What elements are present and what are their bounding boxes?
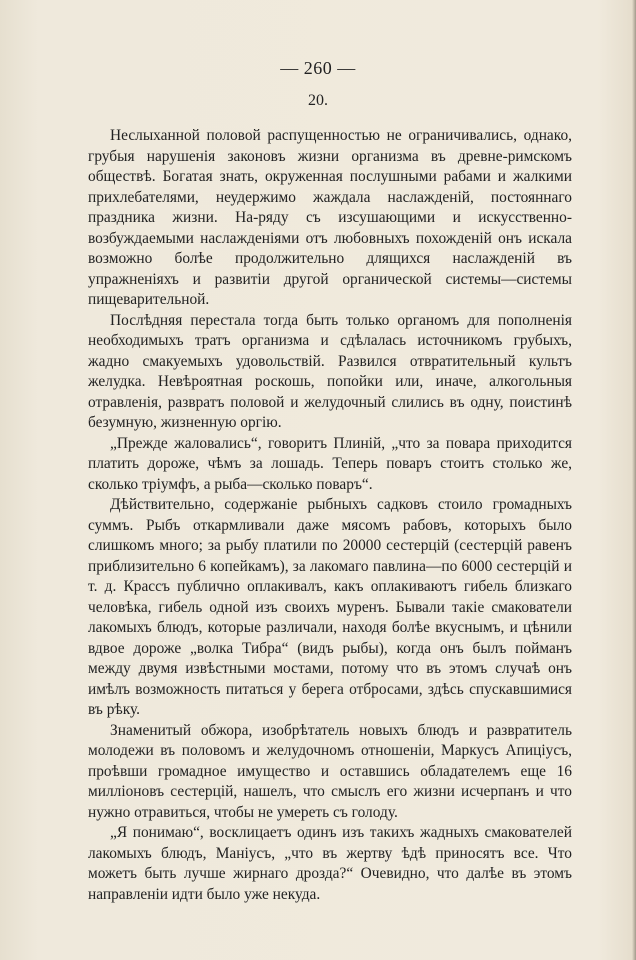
page-number: — 260 — [280, 58, 356, 78]
paragraph: „Прежде жаловались“, говоритъ Плиній, „что за повара приходится платить дороже, чѣмъ за лошадь. Теперь поваръ стоитъ столько же, сколько тріумфъ, а рыба—сколько поваръ“. [88, 434, 572, 493]
section-number: 20. [308, 92, 328, 109]
paragraph: Дѣйствительно, содержаніе рыбныхъ садковъ стоило громадныхъ суммъ. Рыбъ откармливали даже мясомъ рабовъ, которыхъ было слишкомъ много; за рыбу платили по 20000 сестерцій (сестерцій равенъ приблизительно 6 копейкамъ), за лакомаго павлина—по 6000 сестерцій и т. д. Крассъ публично оплакивалъ, какъ оплакиваютъ гибель близкаго человѣка, гибель одной изъ своихъ муренъ. Бывали такіе смакователи лакомыхъ блюдъ, которые различали, находя болѣе вкуснымъ, и цѣнили вдвое дороже „волка Тибра“ (видъ рыбы), когда онъ былъ пойманъ между двумя извѣстными мостами, потому что въ этомъ случаѣ онъ имѣлъ возможность питаться у берега отбросами, здѣсь спускавшимися въ рѣку. [88, 496, 572, 718]
body-text [88, 126, 572, 905]
paragraph: Послѣдняя перестала тогда быть только органомъ для пополненія необходимыхъ тратъ организма и сдѣлалась источникомъ грубыхъ, жадно смакуемыхъ удовольствій. Развился отвратительный культъ желудка. Невѣроятная роскошь, попойки или, иначе, алкогольныя отравленія, развратъ половой и желудочный слились въ одну, поистинѣ безумную, жизненную оргію. [88, 311, 572, 431]
paragraph: „Я понимаю“, восклицаетъ одинъ изъ такихъ жадныхъ смакователей лакомыхъ блюдъ, Маніусъ, „что въ жертву ѣдѣ приносятъ все. Что можетъ быть лучше жирнаго дрозда?“ Очевидно, что далѣе въ этомъ направленіи идти было уже некуда. [88, 824, 572, 903]
page-edge-shadow [632, 0, 636, 960]
paragraph: Знаменитый обжора, изобрѣтатель новыхъ блюдъ и развратитель молодежи въ половомъ и желудочномъ отношеніи, Маркусъ Апиціусъ, проѣвши громадное имущество и оставшись обладателемъ еще 16 милліоновъ сестерцій, нашелъ, что смыслъ его жизни исчерпанъ и что нужно отравиться, чтобы не умереть съ голоду. [88, 721, 572, 821]
paragraph: Неслыханной половой распущенностью не ограничивались, однако, грубыя нарушенія законовъ жизни организма въ древне-римскомъ обществѣ. Богатая знать, окруженная послушными рабами и жалкими прихлебателями, неудержимо жаждала наслажденій, постояннаго праздника жизни. На-ряду съ изсушающими и искусственно-возбуждаемыми наслажденіями отъ любовныхъ похожденій онъ искала возможно болѣе продолжительно длящихся наслажденій въ упражненіяхъ и развитіи другой органической системы—системы пищеварительной. [88, 127, 572, 308]
